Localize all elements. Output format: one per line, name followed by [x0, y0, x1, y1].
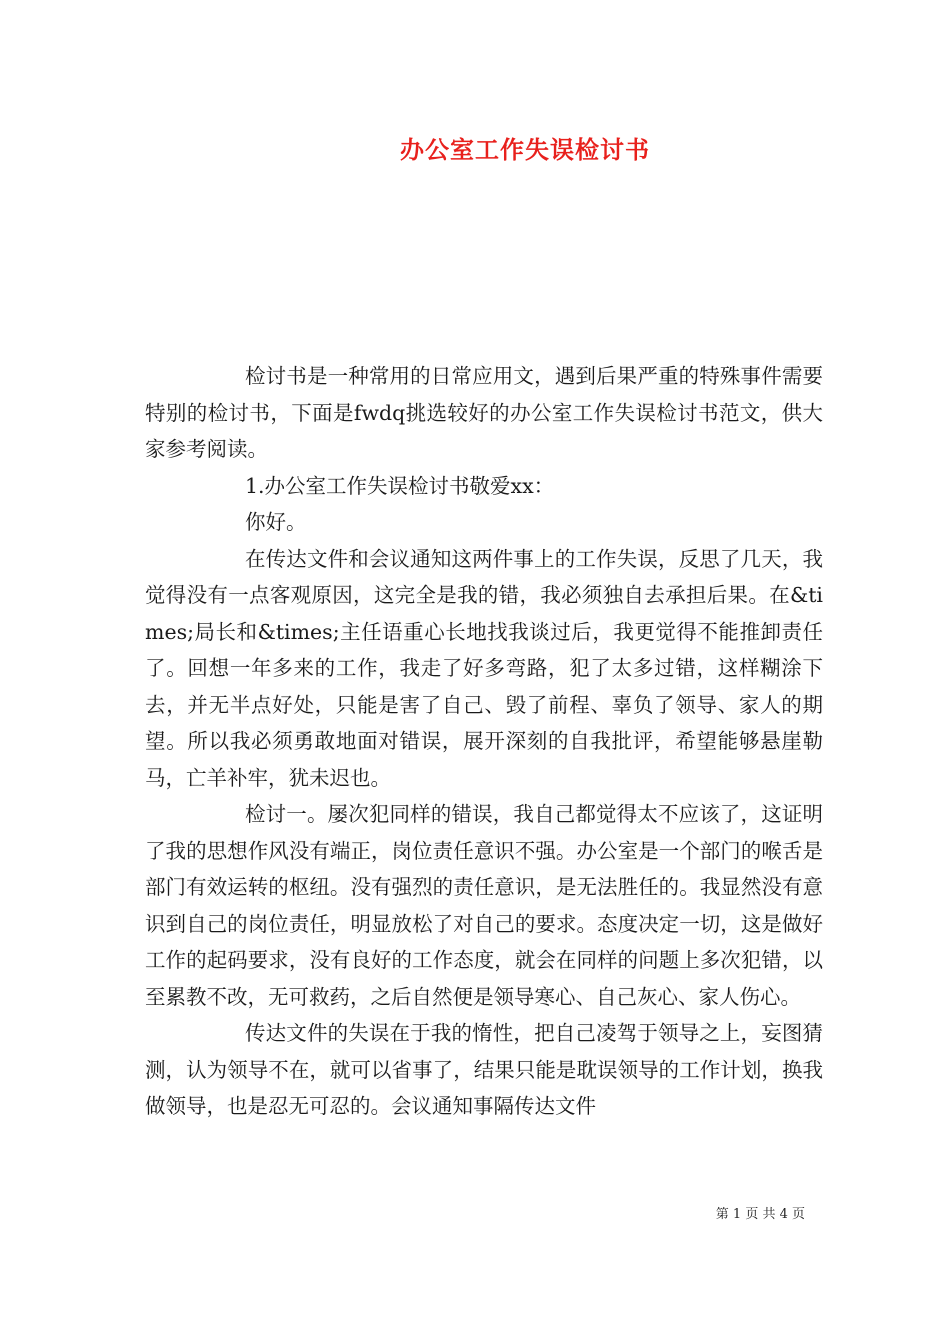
- page-number-footer: 第 1 页 共 4 页: [715, 1207, 805, 1222]
- document-body: [145, 358, 823, 1125]
- paragraph-body-1: 在传达文件和会议通知这两件事上的工作失误，反思了几天，我觉得没有一点客观原因，这完全是我的错，我必须独自去承担后果。在&times;局长和&times;主任语重心长地找我谈过后，我更觉得不能推卸责任了。回想一年多来的工作，我走了好多弯路，犯了太多过错，这样糊涂下去，并无半点好处，只能是害了自己、毁了前程、辜负了领导、家人的期望。所以我必须勇敢地面对错误，展开深刻的自我批评，希望能够悬崖勒马，亡羊补牢，犹未迟也。: [145, 546, 823, 790]
- paragraph-intro: 检讨书是一种常用的日常应用文，遇到后果严重的特殊事件需要特别的检讨书，下面是fwdq挑选较好的办公室工作失误检讨书范文，供大家参考阅读。: [145, 364, 823, 461]
- paragraph-greeting: 你好。: [245, 510, 307, 534]
- paragraph-heading-1: 1.办公室工作失误检讨书敬爱xx：: [245, 473, 555, 498]
- paragraph-body-3: 传达文件的失误在于我的惰性，把自己凌驾于领导之上，妄图猜测，认为领导不在，就可以省事了，结果只能是耽误领导的工作计划，换我做领导，也是忍无可忍的。会议通知事隔传达文件: [145, 1021, 823, 1118]
- document-title: 办公室工作失误检讨书: [400, 135, 650, 164]
- paragraph-body-2: 检讨一。屡次犯同样的错误，我自己都觉得太不应该了，这证明了我的思想作风没有端正，岗位责任意识不强。办公室是一个部门的喉舌是部门有效运转的枢纽。没有强烈的责任意识，是无法胜任的。我显然没有意识到自己的岗位责任，明显放松了对自己的要求。态度决定一切，这是做好工作的起码要求，没有良好的工作态度，就会在同样的问题上多次犯错，以至累教不改，无可救药，之后自然便是领导寒心、自己灰心、家人伤心。: [145, 802, 823, 1009]
